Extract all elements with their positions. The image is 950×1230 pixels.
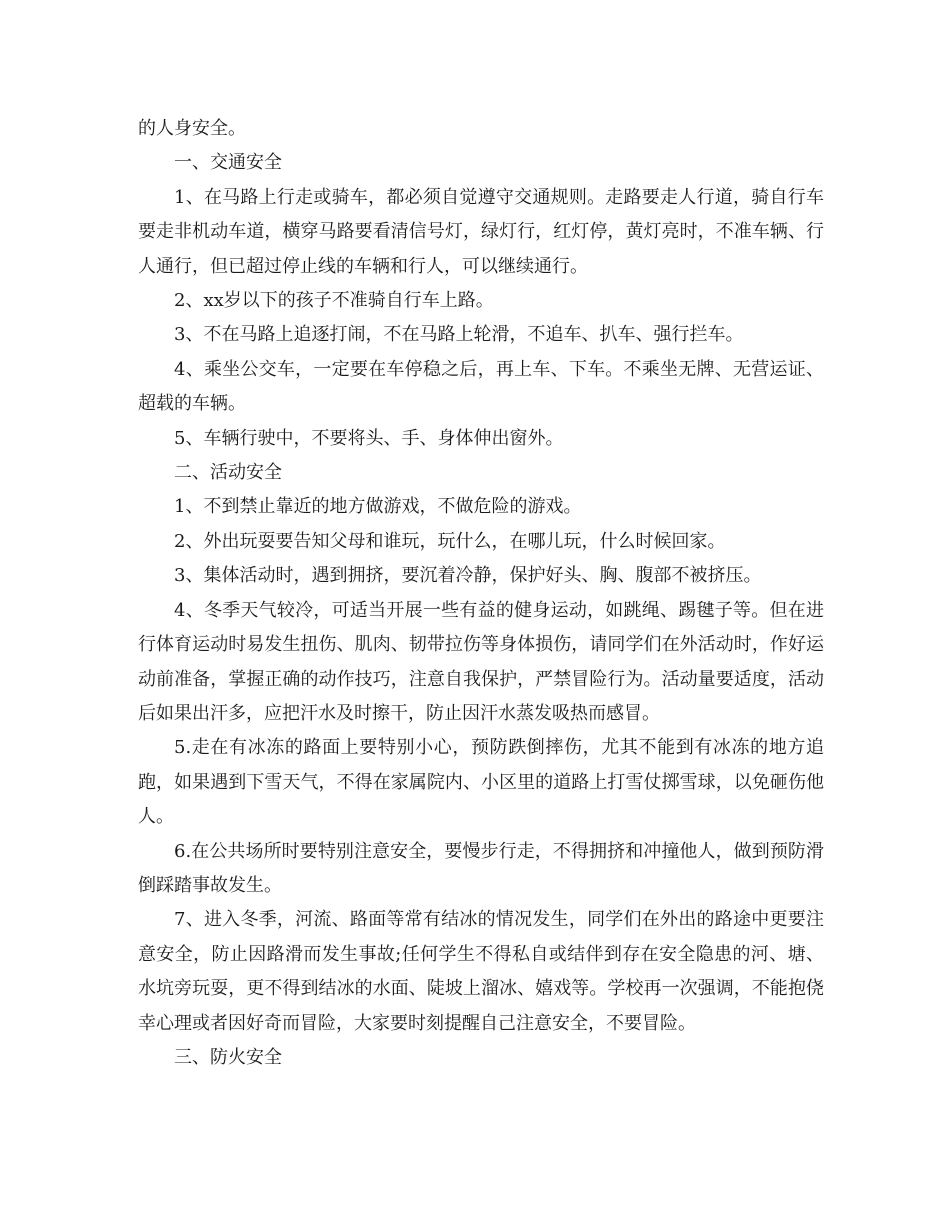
paragraph-traffic-2: 2、xx岁以下的孩子不准骑自行车上路。 [174,290,494,312]
paragraph-traffic-4: 4、乘坐公交车，一定要在车停稳之后，再上车、下车。不乘坐无牌、无营运证、超载的车辆。 [138,358,824,415]
paragraph-activity-3: 3、集体活动时，遇到拥挤，要沉着冷静，保护好头、胸、腹部不被挤压。 [174,565,762,587]
document-body [138,112,824,1075]
paragraph-intro-tail: 的人身安全。 [138,118,246,139]
paragraph-traffic-3: 3、不在马路上追逐打闹，不在马路上轮滑，不追车、扒车、强行拦车。 [174,324,744,346]
heading-activity-safety: 二、活动安全 [174,462,282,484]
paragraph-activity-2: 2、外出玩耍要告知父母和谁玩，玩什么，在哪儿玩，什么时候回家。 [174,530,726,552]
heading-traffic-safety: 一、交通安全 [174,152,282,174]
heading-fire-safety: 三、防火安全 [174,1046,282,1068]
paragraph-activity-4: 4、冬季天气较冷，可适当开展一些有益的健身运动，如跳绳、踢毽子等。但在进行体育运动时易发生扭伤、肌肉、韧带拉伤等身体损伤，请同学们在外活动时，作好运动前准备，掌握正确的动作技巧，注意自我保护，严禁冒险行为。活动量要适度，活动后如果出汗多，应把汗水及时擦干，防止因汗水蒸发吸热而感冒。 [138,599,824,724]
paragraph-activity-5: 5.走在有冰冻的路面上要特别小心，预防跌倒摔伤，尤其不能到有冰冻的地方追跑，如果遇到下雪天气，不得在家属院内、小区里的道路上打雪仗掷雪球，以免砸伤他人。 [138,737,824,828]
paragraph-activity-7: 7、进入冬季，河流、路面等常有结冰的情况发生，同学们在外出的路途中更要注意安全，防止因路滑而发生事故;任何学生不得私自或结伴到存在安全隐患的河、塘、水坑旁玩耍，更不得到结冰的水面、陡坡上溜冰、嬉戏等。学校再一次强调，不能抱侥幸心理或者因好奇而冒险，大家要时刻提醒自己注意安全，不要冒险。 [138,909,824,1034]
paragraph-activity-1: 1、不到禁止靠近的地方做游戏，不做危险的游戏。 [174,496,582,518]
paragraph-traffic-1: 1、在马路上行走或骑车，都必须自觉遵守交通规则。走路要走人行道，骑自行车要走非机动车道，横穿马路要看清信号灯，绿灯行，红灯停，黄灯亮时，不准车辆、行人通行，但已超过停止线的车辆和行人，可以继续通行。 [138,186,824,277]
paragraph-traffic-5: 5、车辆行驶中，不要将头、手、身体伸出窗外。 [174,427,564,449]
paragraph-activity-6: 6.在公共场所时要特别注意安全，要慢步行走，不得拥挤和冲撞他人，做到预防滑倒踩踏事故发生。 [138,840,824,896]
